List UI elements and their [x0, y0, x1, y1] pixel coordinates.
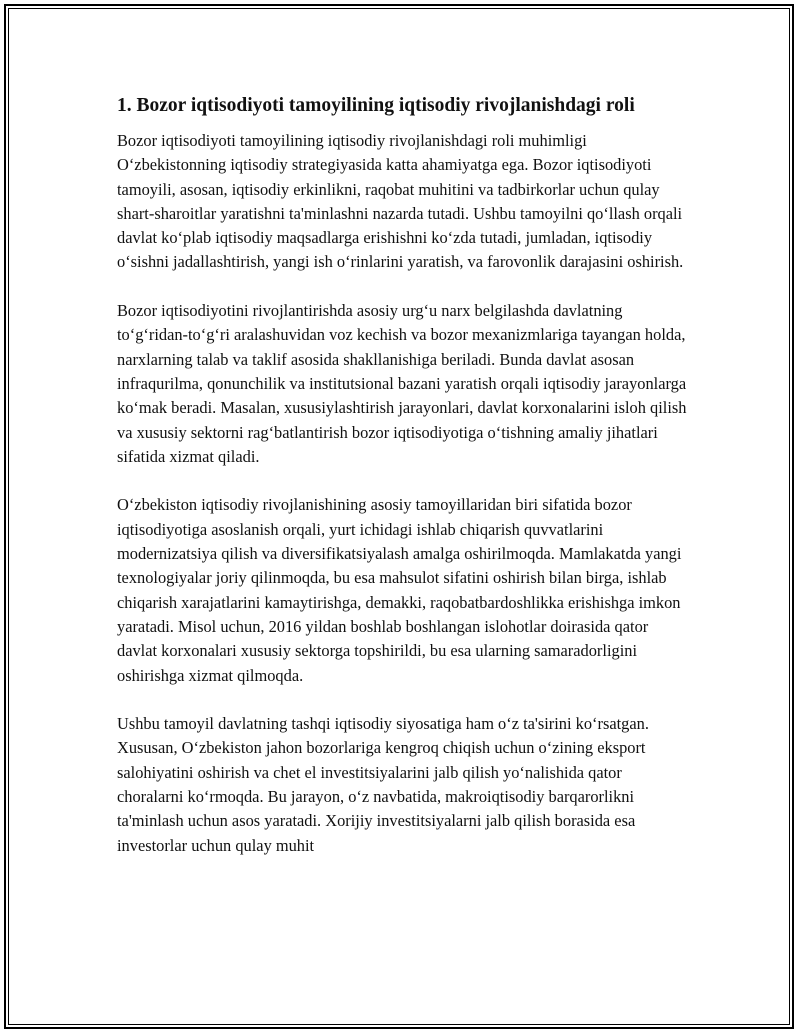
section-heading: 1. Bozor iqtisodiyoti tamoyilining iqtisodiy rivojlanishdagi roli — [117, 95, 635, 116]
paragraph-1: Bozor iqtisodiyoti tamoyilining iqtisodiy rivojlanishdagi roli muhimligi O‘zbekistonning iqtisodiy strategiyasida katta ahamiyatga ega. Bozor iqtisodiyoti tamoyili, asosan, iqtisodiy erkinlikni, raqobat muhitini va tadbirkorlar uchun qulay shart-sharoitlar yaratishni ta'minlashni nazarda tutadi. Ushbu tamoyilni qo‘llash orqali davlat ko‘plab iqtisodiy maqsadlarga erishishni ko‘zda tutadi, jumladan, iqtisodiy o‘sishni jadallashtirish, yangi ish o‘rinlarini yaratish, va farovonlik darajasini oshirish. — [117, 131, 684, 272]
paragraph-3: O‘zbekiston iqtisodiy rivojlanishining asosiy tamoyillaridan biri sifatida bozor iqtisodiyotiga asoslanish orqali, yurt ichidagi ishlab chiqarish quvvatlarini modernizatsiya qilish va diversifikatsiyalash amalga oshirilmoqda. Mamlakatda yangi texnologiyalar joriy qilinmoqda, bu esa mahsulot sifatini oshirish bilan birga, ishlab chiqarish xarajatlarini kamaytirishga, demakki, raqobatbardoshlikka erishishga imkon yaratadi. Misol uchun, 2016 yildan boshlab boshlangan islohotlar doirasida qator davlat korxonalari xususiy sektorga topshirildi, bu esa ularning samaradorligini oshirishga xizmat qilmoqda. — [117, 495, 682, 685]
paragraph-2: Bozor iqtisodiyotini rivojlantirishda asosiy urg‘u narx belgilashda davlatning to‘g‘ridan-to‘g‘ri aralashuvidan voz kechish va bozor mexanizmlariga tayangan holda, narxlarning talab va taklif asosida shakllanishiga beriladi. Bunda davlat asosan infraqurilma, qonunchilik va institutsional bazani yaratish orqali iqtisodiy jarayonlarga ko‘mak beradi. Masalan, xususiylashtirish jarayonlari, davlat korxonalarini isloh qilish va xususiy sektorni rag‘batlantirish bozor iqtisodiyotiga o‘tishning amaliy jihatlari sifatida xizmat qiladi. — [117, 301, 687, 466]
paragraph-4: Ushbu tamoyil davlatning tashqi iqtisodiy siyosatiga ham o‘z ta'sirini ko‘rsatgan. Xususan, O‘zbekiston jahon bozorlariga kengroq chiqish uchun o‘zining eksport salohiyatini oshirish va chet el investitsiyalarini jalb qilish yo‘nalishida qator choralarni ko‘rmoqda. Bu jarayon, o‘z navbatida, makroiqtisodiy barqarorlikni ta'minlash uchun asos yaratadi. Xorijiy investitsiyalarni jalb qilish borasida esa investorlar uchun qulay muhit — [117, 714, 649, 855]
document-body — [117, 91, 687, 882]
